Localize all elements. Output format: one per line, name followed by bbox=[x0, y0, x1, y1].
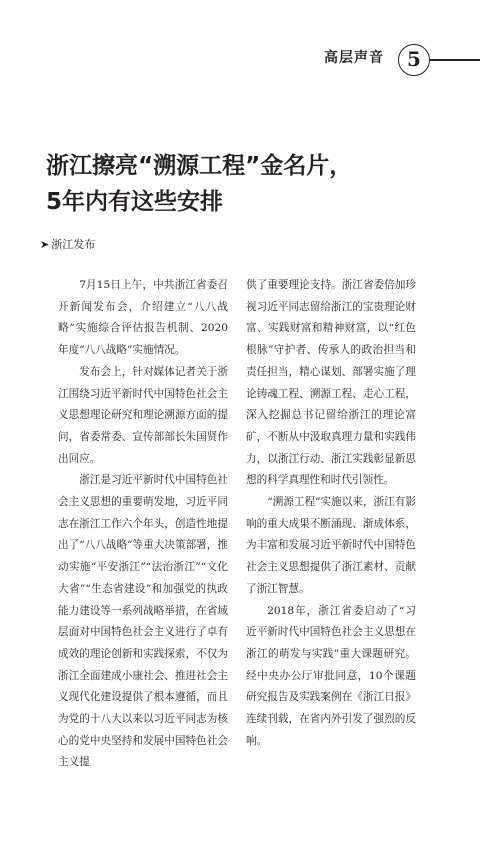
paragraph: 浙江是习近平新时代中国特色社会主义思想的重要萌发地，习近平同志在浙江工作六个年头，创造性地提出了“八八战略”等重大决策部署，推动实施“平安浙江”“法治浙江”“文化大省”“生态省建设”和加强党的执政能力建设等一系列战略举措，在省域层面对中国特色社会主义进行了卓有成效的理论创新和实践探索，不仅为浙江全面建成小康社会、推进社会主义现代化建设提供了根本遵循，而且为党的十八大以来以习近平同志为核心的党中央坚持和发展中国特色社会主义提 bbox=[58, 474, 228, 769]
article-column-left bbox=[58, 275, 228, 774]
paragraph: 7月15日上午，中共浙江省委召开新闻发布会，介绍建立“八八战略”实施综合评估报告机制、2020年度“八八战略”实施情况。 bbox=[58, 279, 228, 357]
article-title-line-2: 5年内有这些安排 bbox=[46, 189, 224, 215]
paragraph: 2018年，浙江省委启动了“习近平新时代中国特色社会主义思想在浙江的萌发与实践”重大课题研究。经中央办公厅审批同意，10个课题研究报告及实践案例在《浙江日报》连续刊载，在省内外引发了强烈的反响。 bbox=[246, 604, 416, 747]
paragraph: 供了重要理论支持。浙江省委倍加珍视习近平同志留给浙江的宝贵理论财富、实践财富和精神财富，以“红色根脉”守护者、传承人的政治担当和责任担当，精心谋划、部署实施了理论铸魂工程、溯源工程、走心工程，深入挖掘总书记留给浙江的理论富矿，不断从中汲取真理力量和实践伟力，以浙江行动、浙江实践彰显新思想的科学真理性和时代引领性。 bbox=[246, 279, 416, 487]
paragraph: 发布会上，针对媒体记者关于浙江围绕习近平新时代中国特色社会主义思想理论研究和理论溯源方面的提问，省委常委、宣传部部长朱国贤作出回应。 bbox=[58, 365, 228, 465]
source-label: 浙江发布 bbox=[51, 238, 96, 251]
header-rule bbox=[430, 59, 480, 61]
paragraph: “溯源工程”实施以来，浙江有影响的重大成果不断涌现、渐成体系，为丰富和发展习近平新时代中国特色社会主义思想提供了浙江素材、贡献了浙江智慧。 bbox=[246, 496, 416, 595]
section-title: 高层声音 bbox=[324, 50, 384, 66]
article-title-line-1: 浙江擦亮“溯源工程”金名片， bbox=[46, 153, 353, 179]
page-number: 5 bbox=[398, 44, 430, 76]
arrow-right-icon: ➤ bbox=[40, 238, 50, 251]
article-source bbox=[40, 236, 95, 252]
page-header bbox=[0, 44, 480, 76]
article-title bbox=[46, 148, 446, 220]
article-column-right bbox=[246, 275, 416, 752]
